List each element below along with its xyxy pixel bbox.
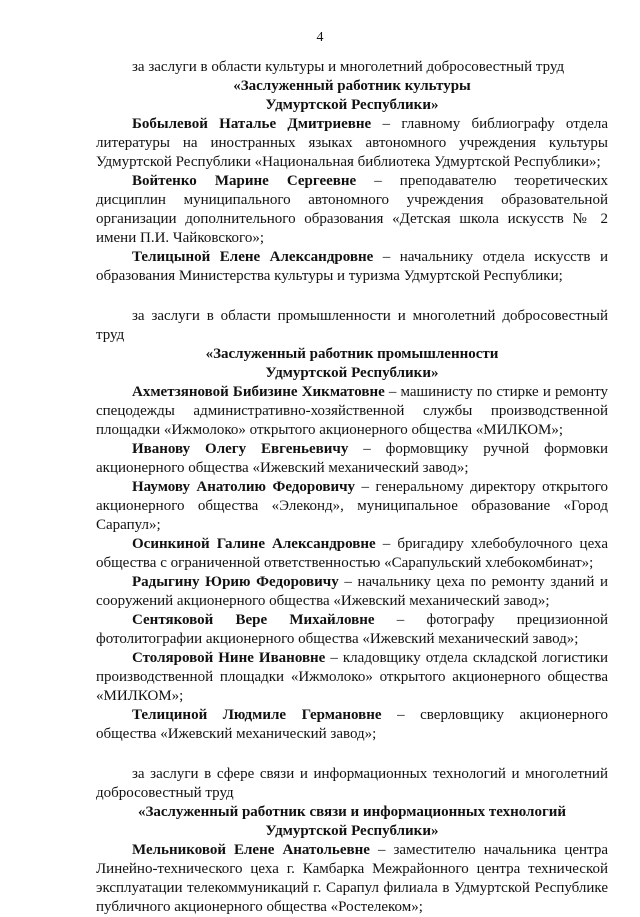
award-entry	[96, 611, 608, 649]
award-entry	[96, 248, 608, 286]
award-entry	[96, 172, 608, 248]
recipient-position: – сверловщику акционерного общества «Ижевский механический завод»;	[96, 707, 608, 742]
recipient-position: – кладовщику отдела складской логистики производственной площадки «Ижмолоко» открытого акционерного общества «МИЛКОМ»;	[96, 650, 608, 704]
award-entry	[96, 649, 608, 706]
award-entry	[96, 706, 608, 744]
award-entry	[96, 841, 608, 917]
award-entry	[96, 440, 608, 478]
recipient-position: – преподавателю теоретических дисциплин муниципального автономного учреждения образовательной организации дополнительного образования «Детская школа искусств № 2 имени П.И. Чайковского»;	[96, 173, 608, 246]
recipient-position: – фотографу прецизионной фотолитографии акционерного общества «Ижевский механический завод»;	[96, 612, 608, 647]
award-title	[96, 77, 608, 115]
section-spacer	[96, 744, 608, 765]
award-title	[96, 345, 608, 383]
document-body	[96, 58, 608, 917]
recipient-position: – начальнику отдела искусств и образования Министерства культуры и туризма Удмуртской Республики;	[96, 249, 608, 284]
award-title-line: Удмуртской Республики»	[265, 97, 439, 113]
recipient-name: Ахметзяновой Бибизине Хикматовне	[132, 384, 385, 400]
award-entry	[96, 478, 608, 535]
recipient-name: Наумову Анатолию Федоровичу	[132, 479, 356, 495]
recipient-position: – формовщику ручной формовки акционерного общества «Ижевский механический завод»;	[96, 441, 608, 476]
award-title-line: Удмуртской Республики»	[265, 823, 439, 839]
section-spacer	[96, 286, 608, 307]
award-entry	[96, 115, 608, 172]
award-entry	[96, 535, 608, 573]
award-title-line: «Заслуженный работник промышленности	[205, 346, 499, 362]
page-number: 4	[316, 30, 324, 45]
recipient-position: – бригадиру хлебобулочного цеха общества с ограниченной ответственностью «Сарапульский хлебокомбинат»;	[96, 536, 608, 571]
section-intro: за заслуги в области промышленности и многолетний добросовестный труд	[96, 308, 608, 343]
recipient-name: Осинкиной Галине Александровне	[132, 536, 376, 552]
award-entry	[96, 383, 608, 440]
recipient-position: – машинисту по стирке и ремонту спецодежды административно-хозяйственной службы производственной площадки «Ижмолоко» открытого акционерного общества «МИЛКОМ»;	[96, 384, 608, 438]
recipient-name: Мельниковой Елене Анатольевне	[132, 842, 370, 858]
award-title-line: Удмуртской Республики»	[265, 365, 439, 381]
recipient-position: – генеральному директору открытого акционерного общества «Элеконд», муниципальное образование «Город Сарапул»;	[96, 479, 608, 533]
recipient-name: Войтенко Марине Сергеевне	[132, 173, 357, 189]
recipient-position: – заместителю начальника центра Линейно-технического цеха г. Камбарка Межрайонного центра технической эксплуатации телекоммуникаций г. Сарапул филиала в Удмуртской Республике публичного акционерного общества «Ростелеком»;	[96, 842, 608, 915]
recipient-name: Сентяковой Вере Михайловне	[132, 612, 375, 628]
recipient-position: – начальнику цеха по ремонту зданий и сооружений акционерного общества «Ижевский механический завод»;	[96, 574, 608, 609]
award-title	[96, 803, 608, 841]
award-title-line: «Заслуженный работник связи и информационных технологий	[137, 804, 567, 820]
recipient-position: – главному библиографу отдела литературы на иностранных языках автономного учреждения культуры Удмуртской Республики «Национальная библиотека Удмуртской Республики»;	[96, 116, 608, 170]
award-title-line: «Заслуженный работник культуры	[233, 78, 471, 94]
section-intro: за заслуги в области культуры и многолетний добросовестный труд	[132, 59, 565, 75]
recipient-name: Иванову Олегу Евгеньевичу	[132, 441, 349, 457]
award-entry	[96, 573, 608, 611]
recipient-name: Телициной Людмиле Германовне	[132, 707, 382, 723]
recipient-name: Радыгину Юрию Федоровичу	[132, 574, 339, 590]
recipient-name: Столяровой Нине Ивановне	[132, 650, 326, 666]
recipient-name: Бобылевой Наталье Дмитриевне	[132, 116, 372, 132]
section-intro: за заслуги в сфере связи и информационных технологий и многолетний добросовестный труд	[96, 766, 608, 801]
recipient-name: Телицыной Елене Александровне	[132, 249, 374, 265]
